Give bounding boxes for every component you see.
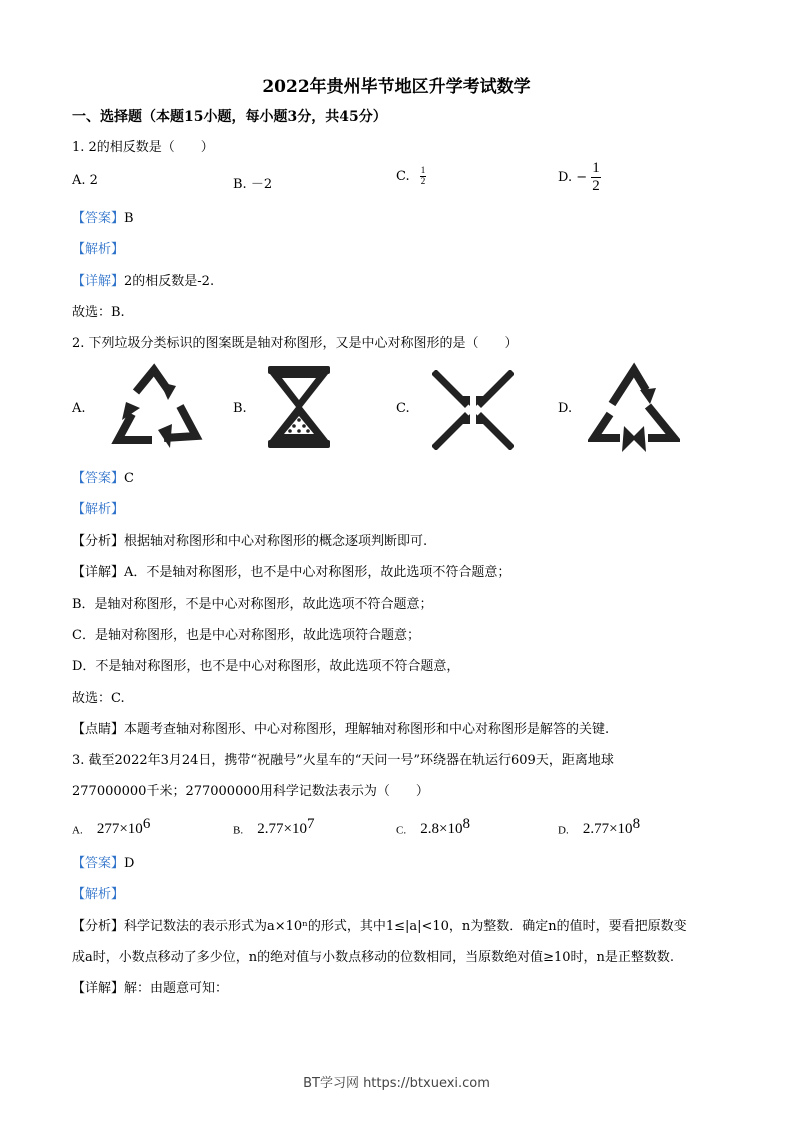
q1-choose: 故选：B. <box>72 305 125 320</box>
q3-option-d-value: 2.77×10 <box>582 821 633 838</box>
q1-option-d-denominator: 2 <box>592 177 600 194</box>
q1-option-d-label: D. − <box>558 169 588 185</box>
q1-detail <box>72 270 214 289</box>
question-3-stem-line1: 3. 截至2022年3月24日，携带“祝融号”火星车的“天问一号”环绕器在轨运行609天，距离地球 <box>72 753 614 768</box>
q1-analysis-tag: 【解析】 <box>72 242 125 257</box>
q1-option-c-fraction <box>420 166 427 187</box>
q3-option-d-exponent: 8 <box>632 816 641 832</box>
q2-analysis-tag: 【解析】 <box>72 502 125 517</box>
q2-option-b-label: B. <box>233 401 247 416</box>
q1-option-a: A. 2 <box>72 173 98 188</box>
q2-option-a-recycle-icon <box>108 362 204 450</box>
q3-option-b-value: 2.77×10 <box>257 821 307 838</box>
q1-option-c-denominator: 2 <box>420 175 426 186</box>
q3-fenxi-line1 <box>72 915 687 934</box>
q2-detail-c: C．是轴对称图形，也是中心对称图形，故此选项符合题意； <box>72 628 420 643</box>
q3-option-d-label: D. <box>558 824 569 837</box>
q1-answer-value: B <box>124 211 134 226</box>
q3-fenxi-line2: 成a时，小数点移动了多少位，n的绝对值与小数点移动的位数相同，当原数绝对值≥10时，n是正整数数. <box>72 950 675 965</box>
q3-option-c <box>396 816 470 838</box>
answer-tag: 【答案】 <box>72 471 125 486</box>
q1-option-c-label: C. <box>396 168 410 184</box>
q2-dianjing <box>72 718 609 737</box>
q3-option-a-exponent: 6 <box>142 816 151 832</box>
q2-option-d-label: D. <box>558 401 573 416</box>
q2-option-d-recycle-icon <box>588 362 680 460</box>
dianjing-tag: 【点睛】 <box>72 722 125 737</box>
q1-answer <box>72 207 134 226</box>
q2-answer-value: C <box>124 471 134 486</box>
fenxi-tag: 【分析】 <box>72 534 125 549</box>
q3-option-c-label: C. <box>396 824 407 837</box>
q2-detail-d: D．不是轴对称图形，也不是中心对称图形，故此选项不符合题意， <box>72 659 460 674</box>
q1-option-d <box>558 160 601 194</box>
section-heading: 一、选择题（本题15小题，每小题3分，共45分） <box>72 109 387 125</box>
detail-tag: 【详解】 <box>72 274 125 289</box>
q1-option-b: B. －2 <box>233 177 273 192</box>
page-title: 2022年贵州毕节地区升学考试数学 <box>262 77 531 97</box>
question-2-stem: 2. 下列垃圾分类标识的图案既是轴对称图形，又是中心对称图形的是（ ） <box>72 336 518 351</box>
q3-option-a-value: 277×10 <box>96 821 143 838</box>
q3-option-b-exponent: 7 <box>306 816 315 832</box>
q3-option-b <box>233 816 314 838</box>
q2-option-c-arrows-icon <box>432 370 514 450</box>
detail-tag: 【详解】 <box>72 565 125 580</box>
q3-fenxi-text-line1: 科学记数法的表示形式为a×10ⁿ的形式，其中1≤|a|<10，n为整数．确定n的值时，要看把原数变 <box>124 919 687 934</box>
q1-option-d-numerator: 1 <box>592 160 600 176</box>
q1-option-c-numerator: 1 <box>420 165 426 175</box>
answer-tag: 【答案】 <box>72 211 125 226</box>
q1-option-d-fraction <box>591 160 601 194</box>
q2-detail-b: B．是轴对称图形，不是中心对称图形，故此选项不符合题意； <box>72 597 433 612</box>
q2-dianjing-text: 本题考查轴对称图形、中心对称图形，理解轴对称图形和中心对称图形是解答的关键. <box>124 722 610 737</box>
q3-detail <box>72 977 228 996</box>
q3-answer-value: D <box>124 856 135 871</box>
q2-option-b-hourglass-icon <box>266 364 332 450</box>
question-3-stem-line2: 277000000千米；277000000用科学记数法表示为（ ） <box>72 784 429 799</box>
q3-answer <box>72 852 134 871</box>
detail-tag: 【详解】 <box>72 981 125 996</box>
q2-choose: 故选：C. <box>72 691 125 706</box>
q3-option-a <box>72 816 150 838</box>
q3-option-c-value: 2.8×10 <box>420 821 463 838</box>
q2-fenxi <box>72 530 427 549</box>
q3-option-a-label: A. <box>72 824 83 837</box>
q3-detail-text: 解：由题意可知： <box>124 981 229 996</box>
q2-option-c-label: C. <box>396 401 410 416</box>
q1-detail-text: 2的相反数是-2. <box>124 274 215 289</box>
q2-fenxi-text: 根据轴对称图形和中心对称图形的概念逐项判断即可. <box>124 534 428 549</box>
q3-option-c-exponent: 8 <box>462 816 470 832</box>
question-1-stem: 1. 2的相反数是（ ） <box>72 140 214 155</box>
q3-option-b-label: B. <box>233 824 244 837</box>
fenxi-tag: 【分析】 <box>72 919 125 934</box>
q3-option-d <box>558 816 640 838</box>
q2-option-a-label: A. <box>72 401 86 416</box>
footer-watermark: BT学习网 https://btxuexi.com <box>303 1076 490 1091</box>
q2-detail-a-text: A．不是轴对称图形，也不是中心对称图形，故此选项不符合题意； <box>124 565 511 580</box>
q2-detail-a <box>72 561 510 580</box>
answer-tag: 【答案】 <box>72 856 125 871</box>
q2-answer <box>72 467 134 486</box>
q3-analysis-tag: 【解析】 <box>72 887 125 902</box>
q1-option-c <box>396 166 426 187</box>
